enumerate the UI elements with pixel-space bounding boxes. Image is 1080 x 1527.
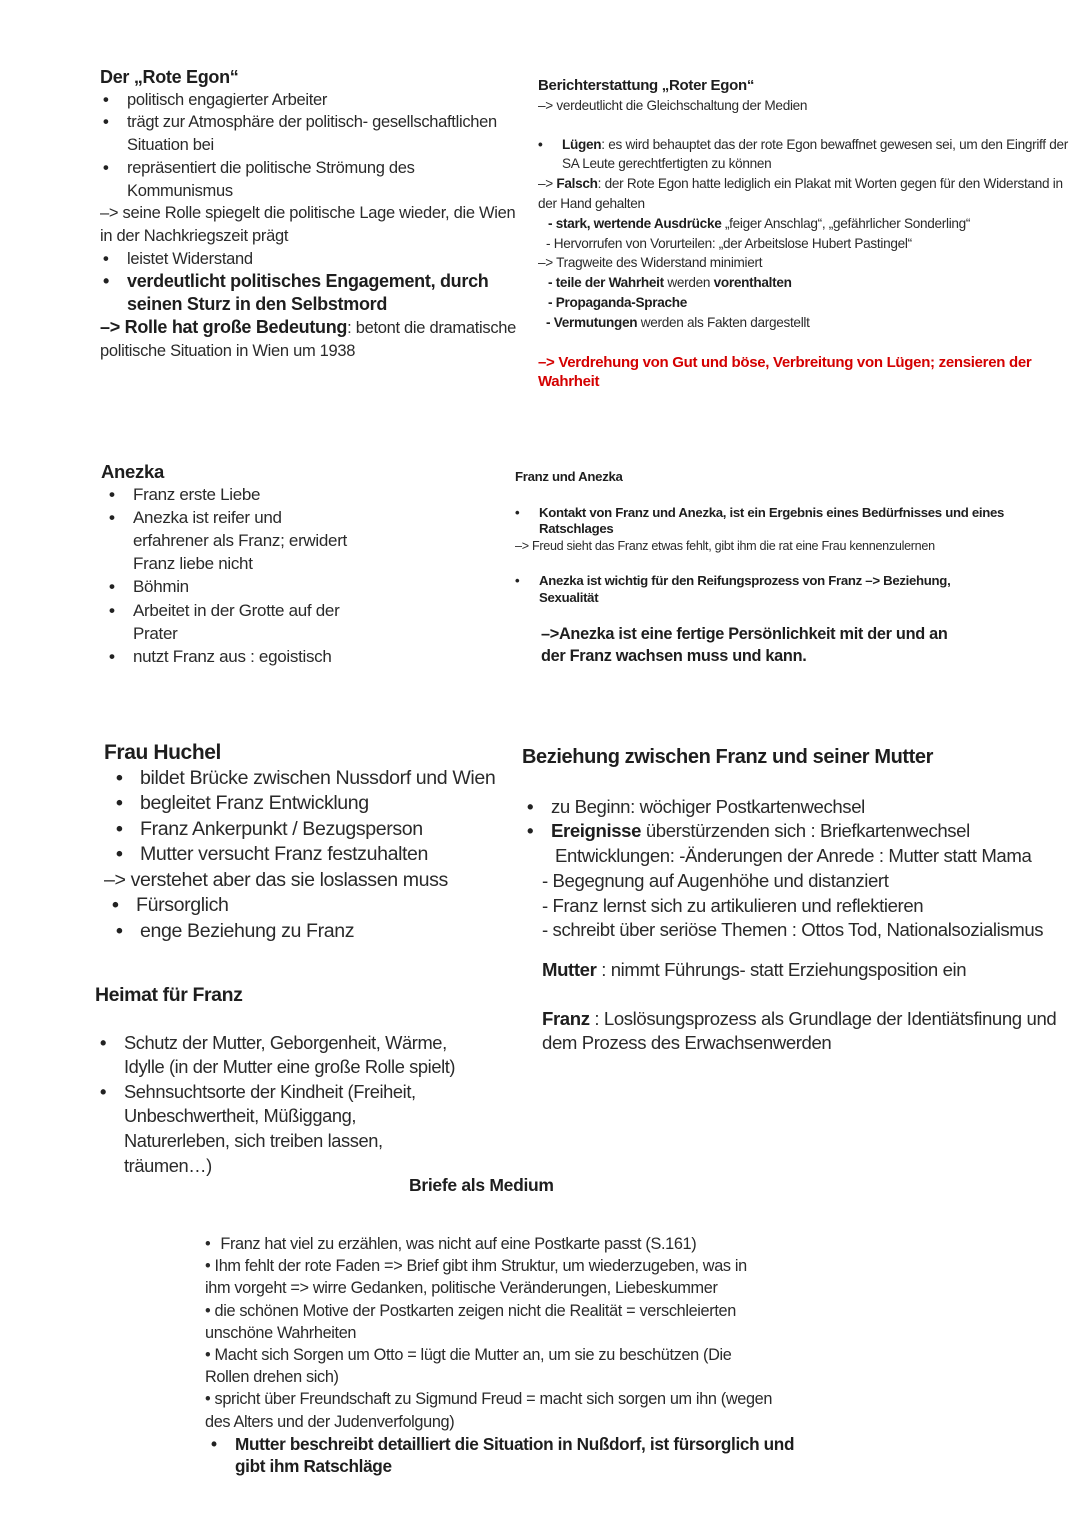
vermutungen-rest: werden als Fakten dargestellt bbox=[637, 314, 810, 330]
list-item-text: Franz hat viel zu erzählen, was nicht auf eine Postkarte passt (S.161) bbox=[220, 1235, 697, 1253]
bullet-list bbox=[95, 1031, 475, 1179]
list-item: • Franz Ankerpunkt / Bezugsperson bbox=[140, 817, 504, 843]
section-frau-huchel bbox=[104, 740, 504, 944]
falsch-text bbox=[538, 174, 1068, 214]
luegen-rest: : es wird behauptet das der rote Egon bewaffnet gewesen sei, um den Eingriff der SA Leute gerechtfertigten zu können bbox=[562, 136, 1068, 172]
bullet-list bbox=[104, 766, 504, 868]
bullet-list bbox=[515, 505, 1055, 538]
falsch-prefix: –> bbox=[538, 176, 557, 192]
briefe-line: • Ihm fehlt der rote Faden => Brief gibt ihm Struktur, um wiederzugeben, was in ihm vorgeht => wirre Gedanken, politische Veränderungen, Liebeskummer bbox=[205, 1257, 747, 1298]
entwicklung-line: - Begegnung auf Augenhöhe und distanziert bbox=[542, 869, 889, 891]
section-title: Berichterstattung „Roter Egon“ bbox=[538, 77, 755, 94]
list-item: • Franz erste Liebe bbox=[133, 483, 481, 506]
stark-bold: - stark, wertende Ausdrücke bbox=[548, 215, 722, 231]
list-item: • Schutz der Mutter, Geborgenheit, Wärme, Idylle (in der Mutter eine große Rolle spielt) bbox=[124, 1031, 464, 1080]
mutter-text bbox=[522, 958, 1062, 983]
vermutungen-bold: - Vermutungen bbox=[546, 314, 638, 330]
falsch-rest: : der Rote Egon hatte lediglich ein Plakat mit Worten gegen für den Widerstand in der Hand gehalten bbox=[538, 176, 1063, 211]
subtitle-text: –> verdeutlicht die Gleichschaltung der Medien bbox=[538, 97, 808, 113]
briefe-line: • spricht über Freundschaft zu Sigmund Freud = macht sich sorgen um ihn (wegen des Alters und der Judenverfolgung) bbox=[205, 1390, 773, 1431]
conclusion-rest: : betont die dramatische politische Situation in Wien um 1938 bbox=[100, 319, 517, 361]
franz-bold: Franz bbox=[542, 1007, 590, 1029]
list-item: • begleitet Franz Entwicklung bbox=[140, 791, 504, 817]
list-item: • repräsentiert die politische Strömung des Kommunismus bbox=[127, 157, 520, 202]
ereignisse-bold: Ereignisse bbox=[551, 820, 642, 842]
bullet-list bbox=[522, 795, 1062, 844]
bullet-list bbox=[100, 248, 520, 317]
section-title-briefe: Briefe als Medium bbox=[409, 1175, 554, 1195]
teile-bold: - teile der Wahrheit bbox=[548, 275, 664, 291]
list-item bbox=[562, 135, 1068, 175]
bullet-dot-icon: • bbox=[205, 1235, 211, 1253]
conclusion-bold: –> Rolle hat große Bedeutung bbox=[100, 317, 348, 338]
note-text: –> Freud sieht das Franz etwas fehlt, gibt ihm die rat eine Frau kennenzulernen bbox=[515, 538, 935, 553]
vermutungen-text bbox=[538, 313, 1068, 333]
briefe-line: • Macht sich Sorgen um Otto = lügt die Mutter an, um sie zu beschützen (Die Rollen drehen sich) bbox=[205, 1346, 732, 1387]
franz-text bbox=[522, 1007, 1062, 1056]
teile-text bbox=[538, 273, 1068, 293]
bullet-list bbox=[205, 1433, 805, 1477]
list-item: • Kontakt von Franz und Anezka, ist ein Ergebnis eines Bedürfnisses und eines Ratschlages bbox=[539, 505, 1009, 538]
entwicklung-line: - Franz lernst sich zu artikulieren und reflektieren bbox=[542, 894, 924, 916]
section-title: Frau Huchel bbox=[104, 741, 221, 764]
section-anezka bbox=[101, 460, 481, 668]
section-heimat bbox=[95, 983, 475, 1178]
luegen-bold: Lügen bbox=[562, 136, 602, 152]
note-text: –> verstehet aber das sie loslassen muss bbox=[104, 868, 448, 891]
section-title: Anezka bbox=[101, 461, 164, 482]
list-item: • zu Beginn: wöchiger Postkartenwechsel bbox=[551, 795, 1062, 820]
list-item: • Arbeitet in der Grotte auf der Prater bbox=[133, 599, 348, 645]
bullet-list bbox=[101, 483, 481, 668]
bullet-list bbox=[205, 1233, 805, 1255]
propaganda-text: - Propaganda-Sprache bbox=[548, 294, 688, 310]
list-item: • Mutter beschreibt detailliert die Situation in Nußdorf, ist fürsorglich und gibt ihm Ratschläge bbox=[235, 1433, 795, 1477]
list-item: • Fürsorglich bbox=[136, 893, 504, 919]
ereignisse-rest: überstürzenden sich : Briefkartenwechsel bbox=[641, 820, 970, 842]
section-franz-anezka bbox=[515, 469, 1055, 667]
list-item: • Anezka ist reifer und erfahrener als Franz; erwidert Franz liebe nicht bbox=[133, 506, 353, 575]
briefe-line: • die schönen Motive der Postkarten zeigen nicht die Realität = verschleierten unschöne Wahrheiten bbox=[205, 1301, 736, 1342]
section-title: Der „Rote Egon“ bbox=[100, 67, 239, 87]
teile-bold2: vorenthalten bbox=[713, 275, 792, 291]
stark-text bbox=[538, 214, 1068, 234]
section-title: Heimat für Franz bbox=[95, 984, 243, 1006]
list-item bbox=[205, 1233, 805, 1255]
section-title: Franz und Anezka bbox=[515, 469, 623, 484]
list-item: • Anezka ist wichtig für den Reifungsprozess von Franz –> Beziehung, Sexualität bbox=[539, 573, 1009, 606]
list-item: • bildet Brücke zwischen Nussdorf und Wien bbox=[140, 766, 504, 792]
list-item: • leistet Widerstand bbox=[127, 248, 520, 271]
section-beziehung-mutter bbox=[522, 745, 1062, 1056]
list-item: • Mutter versucht Franz festzuhalten bbox=[140, 842, 504, 868]
list-item: • trägt zur Atmosphäre der politisch- gesellschaftlichen Situation bei bbox=[127, 111, 520, 156]
entwicklung-line: - schreibt über seriöse Themen : Ottos Tod, Nationalsozialismus bbox=[542, 919, 1044, 941]
section-roter-egon bbox=[100, 66, 520, 363]
list-item: • Sehnsuchtsorte der Kindheit (Freiheit, Unbeschwertheit, Müßiggang, Naturerleben, sich treiben lassen, träumen…) bbox=[124, 1080, 424, 1178]
list-item: • Böhmin bbox=[133, 575, 481, 598]
section-berichterstattung bbox=[538, 76, 1068, 392]
conclusion-text: –> Verdrehung von Gut und böse, Verbreitung von Lügen; zensieren der Wahrheit bbox=[538, 353, 1032, 391]
section-title: Beziehung zwischen Franz und seiner Mutter bbox=[522, 746, 934, 768]
bullet-list bbox=[104, 893, 504, 944]
mutter-rest: : nimmt Führungs- statt Erziehungsposition ein bbox=[596, 958, 967, 980]
teile-mid: werden bbox=[663, 275, 714, 291]
list-item: • enge Beziehung zu Franz bbox=[140, 919, 504, 945]
vorurteile-text: - Hervorrufen von Vorurteilen: „der Arbeitslose Hubert Pastingel“ bbox=[546, 235, 912, 251]
franz-rest: : Loslösungsprozess als Grundlage der Identiätsfinung und dem Prozess des Erwachsenwerden bbox=[542, 1007, 1057, 1054]
conclusion-text bbox=[100, 316, 520, 362]
bullet-list bbox=[100, 89, 520, 203]
falsch-bold: Falsch bbox=[556, 176, 598, 192]
list-item: • politisch engagierter Arbeiter bbox=[127, 89, 520, 112]
tragweite-text: –> Tragweite des Widerstand minimiert bbox=[538, 255, 763, 271]
bullet-list bbox=[538, 135, 1068, 175]
section-briefe bbox=[205, 1233, 805, 1477]
list-item: • verdeutlicht politisches Engagement, durch seinen Sturz in den Selbstmord bbox=[127, 270, 520, 316]
entwicklungen-text: Entwicklungen: -Änderungen der Anrede : Mutter statt Mama bbox=[555, 845, 1032, 867]
note-text: –> seine Rolle spiegelt die politische Lage wieder, die Wien in der Nachkriegszeit prägt bbox=[100, 204, 516, 245]
mutter-bold: Mutter bbox=[542, 958, 597, 980]
list-item bbox=[551, 819, 1062, 844]
bullet-list bbox=[515, 573, 1055, 606]
list-item: • nutzt Franz aus : egoistisch bbox=[133, 645, 481, 668]
conclusion-text: –>Anezka ist eine fertige Persönlichkeit mit der und an der Franz wachsen muss und kann. bbox=[541, 625, 948, 665]
stark-rest: „feiger Anschlag“, „gefährlicher Sonderling“ bbox=[721, 215, 971, 231]
